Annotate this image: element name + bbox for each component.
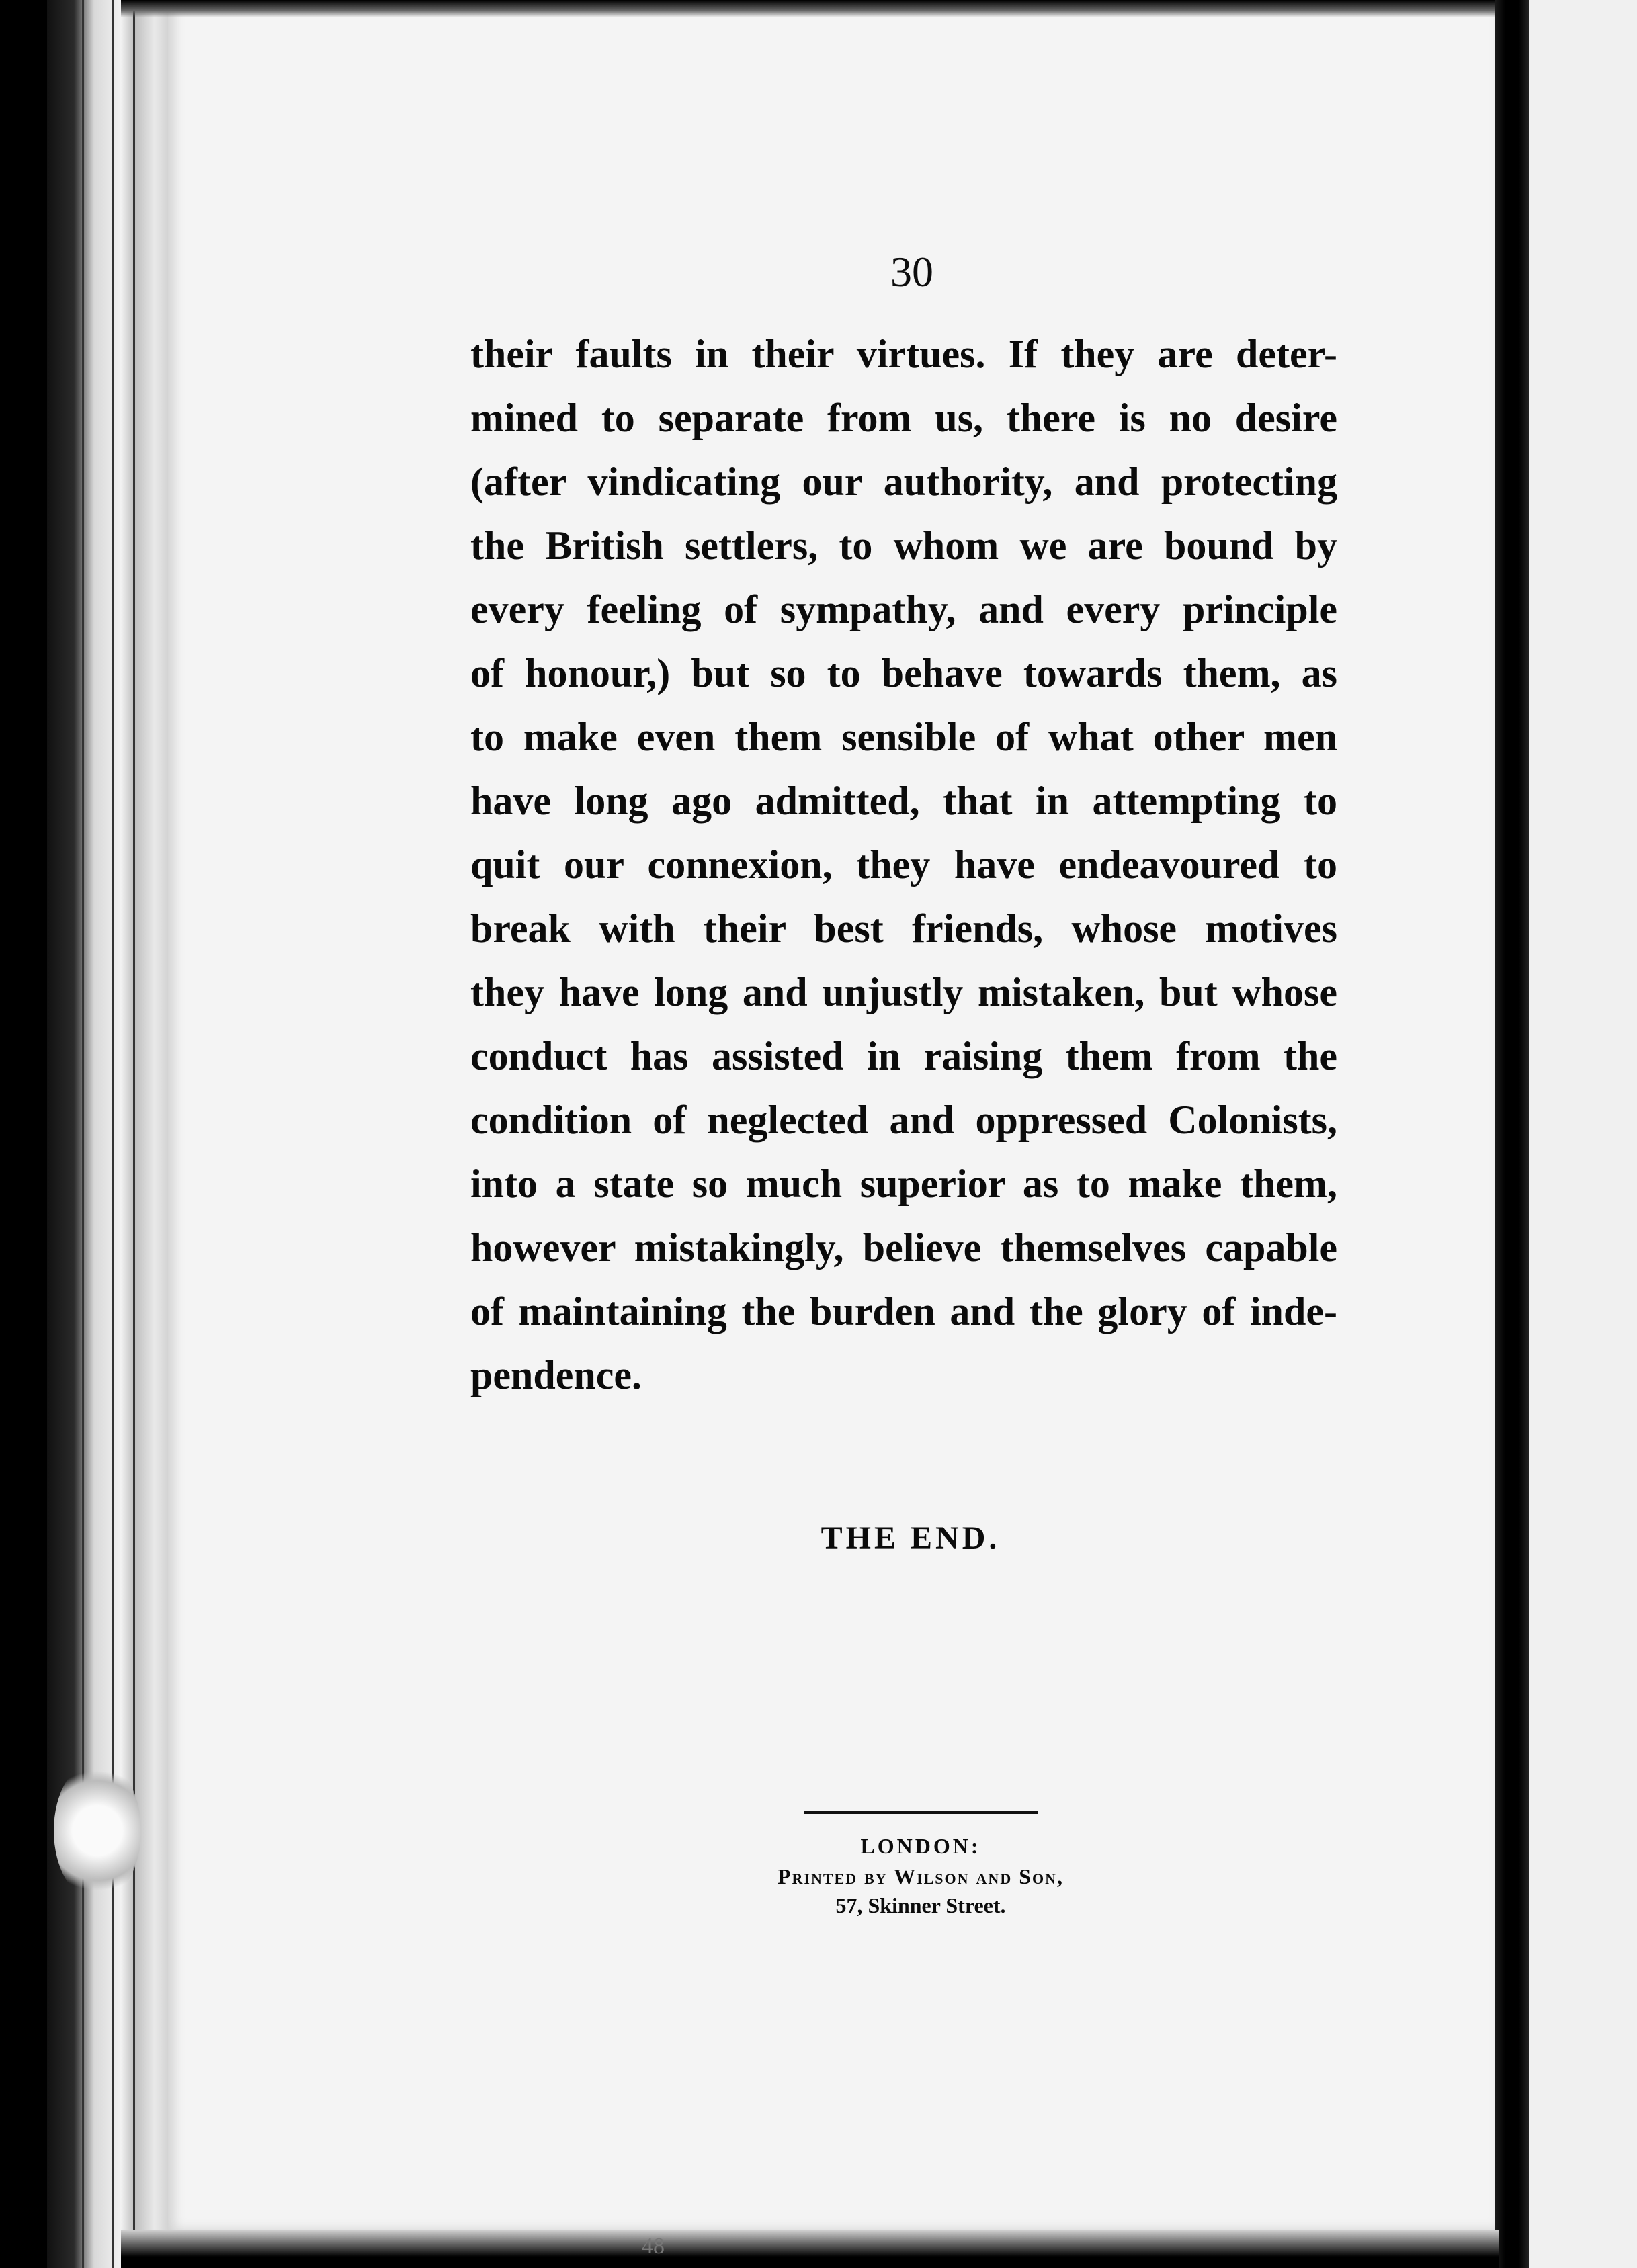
paper-blot: [54, 1760, 141, 1901]
imprint-rule: [804, 1811, 1038, 1814]
text-line: mined to separate from us, there is no desire: [470, 396, 1337, 440]
page-number: 30: [890, 248, 933, 296]
text-line: the British settlers, to whom we are bound by: [470, 523, 1337, 568]
body-text: [470, 322, 1337, 1407]
text-line: quit our connexion, they have endeavoured to: [470, 842, 1337, 887]
text-line: however mistakingly, believe themselves capable: [470, 1225, 1337, 1270]
page-edge-line: [133, 0, 135, 2268]
text-line: into a state so much superior as to make them,: [470, 1162, 1337, 1206]
page-edge-line: [82, 0, 84, 2268]
text-line: conduct has assisted in raising them from the: [470, 1034, 1337, 1078]
text-line: they have long and unjustly mistaken, but whose: [470, 970, 1337, 1014]
text-line: pendence.: [470, 1353, 642, 1397]
text-line: break with their best friends, whose motives: [470, 906, 1337, 951]
text-line: (after vindicating our authority, and protecting: [470, 460, 1337, 504]
book-gutter: [1495, 0, 1529, 2268]
text-line: every feeling of sympathy, and every principle: [470, 587, 1337, 631]
page-stack-edge: [47, 0, 175, 2268]
page-bottom-edge: [121, 2230, 1499, 2268]
facing-page: [1529, 0, 1637, 2268]
page-edge-line: [112, 0, 114, 2268]
imprint-city: LONDON:: [860, 1834, 981, 1858]
page-top-shadow: [121, 0, 1519, 17]
text-line: of maintaining the burden and the glory of inde-: [470, 1289, 1337, 1334]
imprint-printer: Printed by Wilson and Son,: [777, 1864, 1064, 1888]
text-line: their faults in their virtues. If they are deter-: [470, 332, 1337, 376]
footer-mark: 48: [642, 2234, 665, 2259]
text-line: condition of neglected and oppressed Colonists,: [470, 1098, 1337, 1142]
text-line: to make even them sensible of what other men: [470, 715, 1337, 759]
text-line: of honour,) but so to behave towards them, as: [470, 651, 1337, 695]
text-line: have long ago admitted, that in attempting to: [470, 779, 1337, 823]
the-end-heading: THE END.: [821, 1520, 1001, 1556]
imprint-address: 57, Skinner Street.: [835, 1893, 1006, 1917]
